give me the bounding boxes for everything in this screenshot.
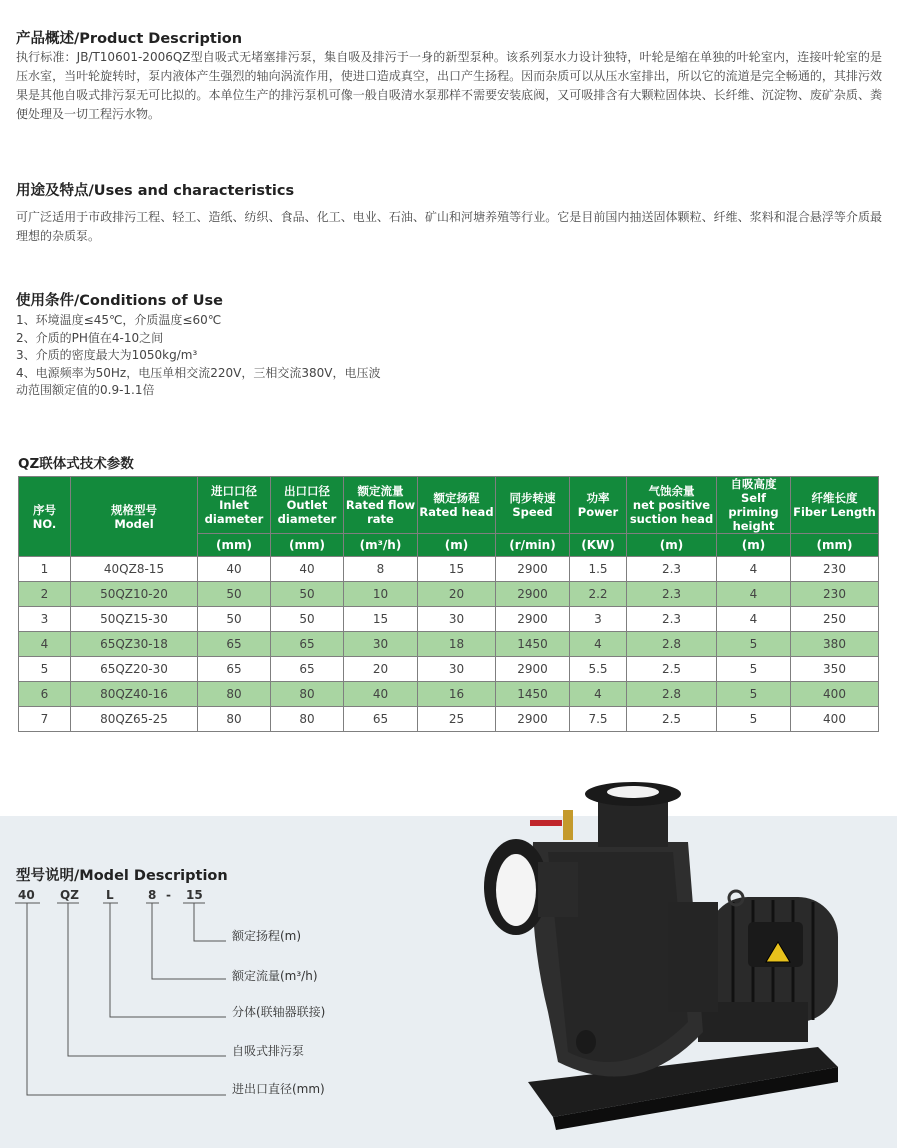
condition-item: 4、电源频率为50Hz，电压单相交流220V，三相交流380V，电压波 动范围额定值的0.9-1.1倍	[16, 365, 381, 397]
table-cell: 18	[418, 632, 496, 657]
table-cell: 350	[791, 657, 879, 682]
table-cell: 5	[717, 632, 791, 657]
table-cell: 4	[717, 582, 791, 607]
table-cell: 4	[19, 632, 71, 657]
header-head: 额定扬程 Rated head	[418, 477, 496, 534]
table-cell: 40	[198, 557, 271, 582]
model-token-flow: 8	[148, 888, 157, 902]
table-cell: 65	[198, 632, 271, 657]
model-cell: 40QZ8-15	[71, 557, 198, 582]
table-cell: 80	[198, 707, 271, 732]
header-speed: 同步转速 Speed	[496, 477, 570, 534]
uses-text: 可广泛适用于市政排污工程、轻工、造纸、纺织、食品、化工、电业、石油、矿山和河塘养殖等行业。它是目前国内抽送固体颗粒、纤维、浆料和混合悬浮等介质最理想的杂质泵。	[16, 210, 882, 243]
table-cell: 30	[418, 657, 496, 682]
table-cell: 5	[717, 707, 791, 732]
table-cell: 380	[791, 632, 879, 657]
table-cell: 230	[791, 582, 879, 607]
table-cell: 7	[19, 707, 71, 732]
table-cell: 2900	[496, 582, 570, 607]
table-cell: 2.3	[627, 557, 717, 582]
table-cell: 1.5	[570, 557, 627, 582]
table-cell: 50	[271, 582, 344, 607]
model-token-type: QZ	[60, 888, 79, 902]
table-cell: 3	[570, 607, 627, 632]
table-cell: 5	[717, 657, 791, 682]
header-flow: 额定流量 Rated flow rate	[344, 477, 418, 534]
uses-heading: 用途及特点/Uses and characteristics	[16, 183, 295, 199]
model-token-head: 15	[186, 888, 203, 902]
table-cell: 2900	[496, 707, 570, 732]
table-cell: 5.5	[570, 657, 627, 682]
table-cell: 7.5	[570, 707, 627, 732]
unit-cell: (m)	[418, 534, 496, 557]
table-cell: 2.5	[627, 707, 717, 732]
condition-item: 1、环境温度≤45℃，介质温度≤60℃	[16, 313, 222, 327]
unit-cell: (m)	[627, 534, 717, 557]
table-cell: 2.5	[627, 657, 717, 682]
table-cell: 65	[271, 632, 344, 657]
table-cell: 30	[344, 632, 418, 657]
header-no: 序号 NO.	[19, 477, 71, 557]
table-cell: 25	[418, 707, 496, 732]
table-cell: 6	[19, 682, 71, 707]
header-self-priming: 自吸高度 Self priming height	[717, 477, 791, 534]
table-cell: 40	[271, 557, 344, 582]
table-cell: 2.8	[627, 632, 717, 657]
condition-item: 3、介质的密度最大为1050kg/m³	[16, 348, 198, 362]
pump-product-image	[478, 782, 858, 1132]
model-label-head: 额定扬程(m)	[232, 929, 302, 943]
table-cell: 30	[418, 607, 496, 632]
header-model: 规格型号 Model	[71, 477, 198, 557]
model-cell: 65QZ20-30	[71, 657, 198, 682]
table-cell: 2.8	[627, 682, 717, 707]
table-cell: 2.3	[627, 582, 717, 607]
table-cell: 20	[418, 582, 496, 607]
unit-cell: (KW)	[570, 534, 627, 557]
table-cell: 2900	[496, 557, 570, 582]
table-cell: 16	[418, 682, 496, 707]
unit-cell: (m³/h)	[344, 534, 418, 557]
table-cell: 50	[198, 582, 271, 607]
table-cell: 250	[791, 607, 879, 632]
unit-cell: (mm)	[791, 534, 879, 557]
header-outlet: 出口口径 Outlet diameter	[271, 477, 344, 534]
model-cell: 50QZ10-20	[71, 582, 198, 607]
table-cell: 4	[570, 682, 627, 707]
description-heading: 产品概述/Product Description	[16, 31, 243, 47]
model-label-split: 分体(联轴器联接)	[232, 1005, 326, 1019]
table-cell: 4	[570, 632, 627, 657]
header-inlet: 进口口径 Inlet diameter	[198, 477, 271, 534]
model-label-flow: 额定流量(m³/h)	[232, 969, 318, 983]
table-cell: 50	[198, 607, 271, 632]
table-cell: 80	[198, 682, 271, 707]
model-cell: 50QZ15-30	[71, 607, 198, 632]
unit-cell: (mm)	[271, 534, 344, 557]
table-cell: 4	[717, 557, 791, 582]
table-cell: 15	[418, 557, 496, 582]
model-cell: 65QZ30-18	[71, 632, 198, 657]
table-cell: 400	[791, 707, 879, 732]
unit-cell: (r/min)	[496, 534, 570, 557]
table-cell: 50	[271, 607, 344, 632]
table-cell: 1450	[496, 632, 570, 657]
table-cell: 400	[791, 682, 879, 707]
header-npsh: 气蚀余量 net positive suction head	[627, 477, 717, 534]
table-cell: 10	[344, 582, 418, 607]
model-token-split: L	[106, 888, 114, 902]
table-cell: 65	[344, 707, 418, 732]
table-cell: 40	[344, 682, 418, 707]
model-token-diameter: 40	[18, 888, 35, 902]
table-cell: 2900	[496, 657, 570, 682]
table-cell: 65	[198, 657, 271, 682]
table-cell: 4	[717, 607, 791, 632]
table-cell: 80	[271, 682, 344, 707]
table-cell: 2	[19, 582, 71, 607]
model-cell: 80QZ65-25	[71, 707, 198, 732]
header-power: 功率 Power	[570, 477, 627, 534]
condition-item: 2、介质的PH值在4-10之间	[16, 330, 164, 345]
table-cell: 1450	[496, 682, 570, 707]
table-cell: 5	[717, 682, 791, 707]
table-cell: 20	[344, 657, 418, 682]
table-cell: 15	[344, 607, 418, 632]
table-cell: 2.2	[570, 582, 627, 607]
table-cell: 65	[271, 657, 344, 682]
model-cell: 80QZ40-16	[71, 682, 198, 707]
model-label-type: 自吸式排污泵	[232, 1044, 305, 1058]
table-cell: 230	[791, 557, 879, 582]
model-token-dash: -	[166, 888, 171, 902]
table-cell: 1	[19, 557, 71, 582]
table-cell: 2900	[496, 607, 570, 632]
table-title: QZ联体式技术参数	[18, 456, 134, 472]
model-description-heading: 型号说明/Model Description	[16, 868, 228, 884]
table-cell: 5	[19, 657, 71, 682]
table-cell: 8	[344, 557, 418, 582]
table-cell: 80	[271, 707, 344, 732]
table-cell: 3	[19, 607, 71, 632]
unit-cell: (m)	[717, 534, 791, 557]
model-label-diameter: 进出口直径(mm)	[232, 1082, 325, 1096]
conditions-heading: 使用条件/Conditions of Use	[16, 293, 223, 309]
table-cell: 2.3	[627, 607, 717, 632]
header-fiber: 纤维长度 Fiber Length	[791, 477, 879, 534]
unit-cell: (mm)	[198, 534, 271, 557]
description-text: 执行标准：JB/T10601-2006QZ型自吸式无堵塞排污泵，集自吸及排污于一身的新型泵种。该系列泵水力设计独特，叶轮是缩在单独的叶轮室内，连接叶轮室的是压水室，当叶轮旋转时，泵内液体产生强烈的轴向涡流作用，使进口造成真空，出口产生扬程。因而杂质可以从压水室排出，所以它的流道是完全畅通的，其排污效果是其他自吸式排污泵无可比拟的。本单位生产的排污泵机可像一般自吸清水泵那样不需要安装底阀，又可吸排含有大颗粒固体块、长纤维、沉淀物、废矿杂质、粪便处理及一切工程污水物。	[16, 50, 882, 121]
